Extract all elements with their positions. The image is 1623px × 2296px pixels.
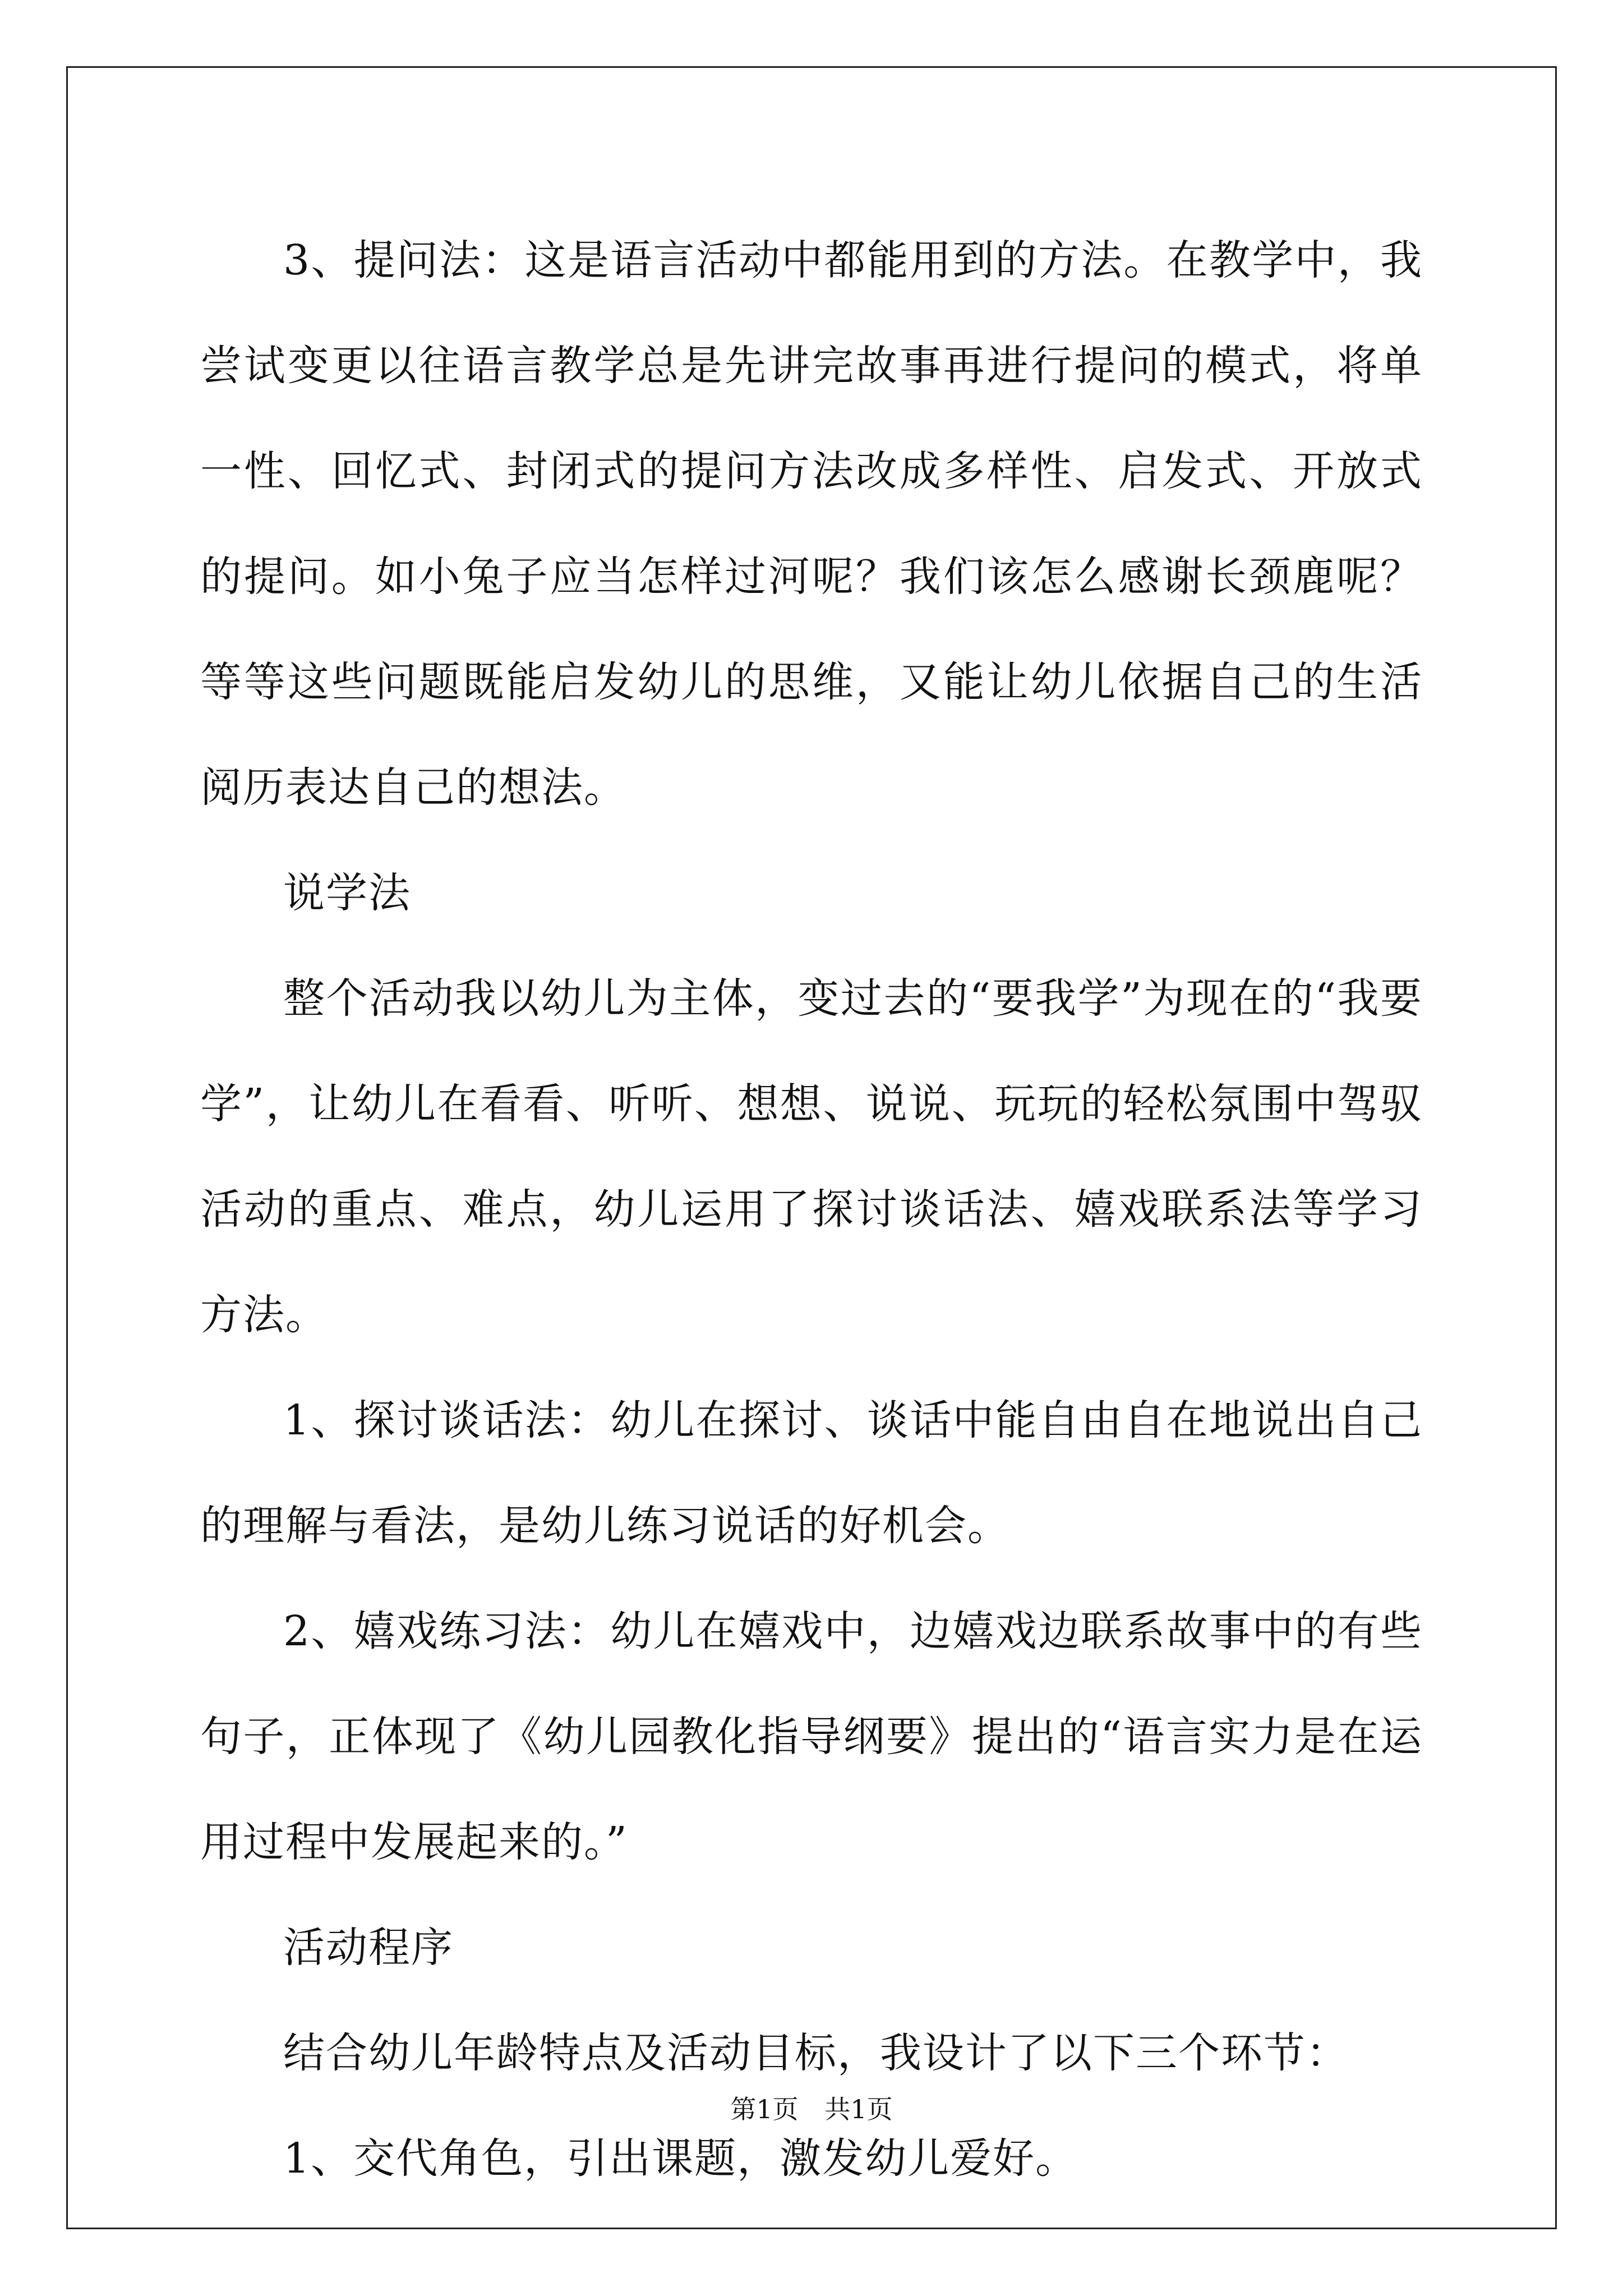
paragraph-questioning-method: 3、提问法：这是语言活动中都能用到的方法。在教学中，我尝试变更以往语言教学总是先讲完故事再进行提问的模式，将单一性、回忆式、封闭式的提问方法改成多样性、启发式、开放式的提问。如小兔子应当怎样过河呢？我们该怎么感谢长颈鹿呢？等等这些问题既能启发幼儿的思维，又能让幼儿依据自己的生活阅历表达自己的想法。 [200,236,1423,812]
page-number: 第1页 [730,2094,799,2124]
paragraph-procedure-intro: 结合幼儿年龄特点及活动目标，我设计了以下三个环节： [283,2029,1349,2077]
document-body [200,208,1423,2211]
paragraph-step-one: 1、交代角色，引出课题，激发幼儿爱好。 [283,2134,1078,2183]
paragraph-game-practice-method: 2、嬉戏练习法：幼儿在嬉戏中，边嬉戏边联系故事中的有些句子，正体现了《幼儿园教化指导纲要》提出的“语言实力是在运用过程中发展起来的。” [200,1607,1423,1866]
paragraph-learning-method: 整个活动我以幼儿为主体，变过去的“要我学”为现在的“我要学”，让幼儿在看看、听听、想想、说说、玩玩的轻松氛围中驾驭活动的重点、难点，幼儿运用了探讨谈话法、嬉戏联系法等学习方法。 [200,974,1423,1339]
page-footer [0,2092,1623,2126]
heading-activity-procedure: 活动程序 [283,1924,454,1972]
page-total: 共1页 [824,2094,893,2124]
paragraph-discussion-method: 1、探讨谈话法：幼儿在探讨、谈话中能自由自在地说出自己的理解与看法，是幼儿练习说话的好机会。 [200,1396,1423,1550]
heading-learning-method: 说学法 [283,869,411,917]
